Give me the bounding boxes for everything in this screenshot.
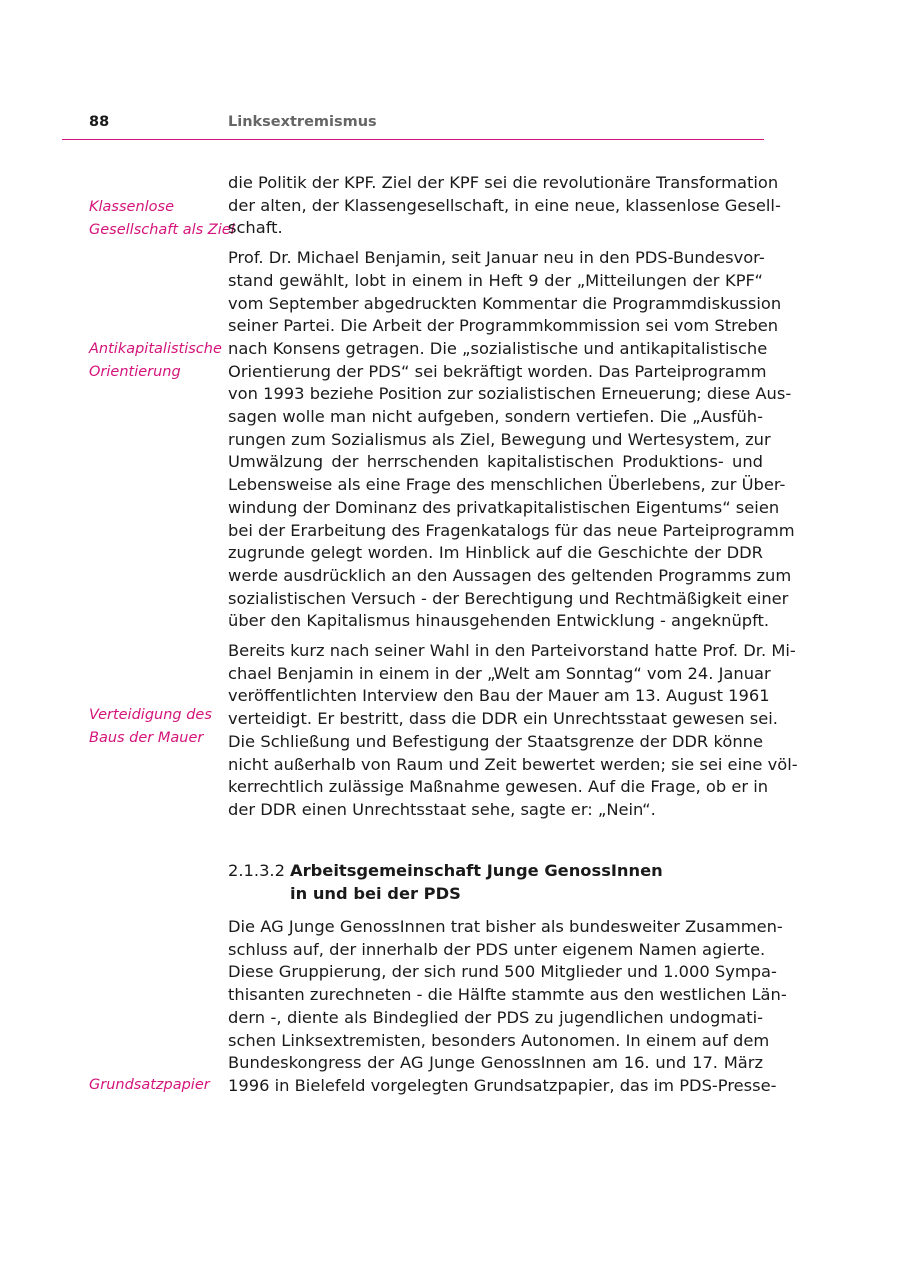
section-body-text	[228, 916, 787, 1105]
text-line: Diese Gruppierung, der sich rund 500 Mitglieder und 1.000 Sympa-	[228, 962, 777, 982]
running-title: Linksextremismus	[228, 114, 377, 130]
text-line: der alten, der Klassengesellschaft, in eine neue, klassenlose Gesell-	[228, 195, 781, 215]
section-title-line2: in und bei der PDS	[290, 883, 461, 903]
section-title-line1: Arbeitsgemeinschaft Junge GenossInnen	[290, 861, 663, 880]
text-line: Bundeskongress der AG Junge GenossInnen am 16. und 17. März	[228, 1053, 763, 1073]
text-line: werde ausdrücklich an den Aussagen des geltenden Programms zum	[228, 565, 792, 585]
section-number: 2.1.3.2	[228, 861, 285, 880]
text-line: windung der Dominanz des privatkapitalistischen Eigentums“ seien	[228, 497, 780, 517]
margin-note-line: Gesellschaft als Ziel	[89, 221, 235, 238]
margin-note	[89, 1074, 210, 1097]
text-line: Prof. Dr. Michael Benjamin, seit Januar neu in den PDS-Bundesvor-	[228, 248, 765, 268]
page-header	[62, 114, 764, 140]
text-line: thisanten zurechneten - die Hälfte stammte aus den westlichen Län-	[228, 985, 787, 1005]
body-text	[228, 172, 798, 829]
margin-note-line: Verteidigung des	[89, 707, 212, 723]
margin-note	[89, 704, 212, 749]
paragraph	[228, 640, 798, 822]
text-line: Bereits kurz nach seiner Wahl in den Parteivorstand hatte Prof. Dr. Mi-	[228, 641, 796, 661]
margin-note	[89, 338, 222, 383]
paragraph	[228, 247, 795, 633]
paragraph	[228, 172, 781, 240]
margin-note-line: Klassenlose	[89, 199, 175, 215]
text-line: der DDR einen Unrechtsstaat sehe, sagte er: „Nein“.	[228, 799, 656, 819]
text-line: veröffentlichten Interview den Bau der Mauer am 13. August 1961	[228, 686, 770, 706]
text-line: die Politik der KPF. Ziel der KPF sei die revolutionäre Transformation	[228, 173, 779, 192]
margin-note-line: Antikapitalistische	[89, 341, 222, 357]
text-line: chael Benjamin in einem in der „Welt am Sonntag“ vom 24. Januar	[228, 663, 771, 683]
text-line: über den Kapitalismus hinausgehenden Entwicklung - angeknüpft.	[228, 611, 770, 631]
section-heading	[228, 860, 663, 905]
text-line: schaft.	[228, 218, 283, 238]
text-line: sagen wolle man nicht aufgeben, sondern vertiefen. Die „Ausfüh-	[228, 407, 763, 427]
text-line: Lebensweise als eine Frage des menschlichen Überlebens, zur Über-	[228, 475, 786, 495]
text-line: kerrechtlich zulässige Maßnahme gewesen. Auf die Frage, ob er in	[228, 777, 769, 797]
text-line: schen Linksextremisten, besonders Autonomen. In einem auf dem	[228, 1030, 770, 1050]
text-line: von 1993 beziehe Position zur sozialistischen Erneuerung; diese Aus-	[228, 384, 792, 404]
text-line: Orientierung der PDS“ sei bekräftigt worden. Das Parteiprogramm	[228, 361, 767, 381]
text-line: bei der Erarbeitung des Fragenkatalogs für das neue Parteiprogramm	[228, 520, 795, 540]
text-line: 1996 in Bielefeld vorgelegten Grundsatzpapier, das im PDS-Presse-	[228, 1075, 777, 1095]
text-line: vom September abgedruckten Kommentar die Programmdiskussion	[228, 293, 782, 313]
text-line: rungen zum Sozialismus als Ziel, Bewegung und Wertesystem, zur	[228, 429, 771, 449]
paragraph	[228, 916, 787, 1098]
text-line: stand gewählt, lobt in einem in Heft 9 der „Mitteilungen der KPF“	[228, 270, 763, 290]
text-line: Die AG Junge GenossInnen trat bisher als bundesweiter Zusammen-	[228, 917, 783, 936]
margin-note-line: Baus der Mauer	[89, 729, 204, 746]
text-line: nicht außerhalb von Raum und Zeit bewertet werden; sie sei eine völ-	[228, 754, 798, 774]
text-line: schluss auf, der innerhalb der PDS unter eigenem Namen agierte.	[228, 939, 766, 959]
text-line: sozialistischen Versuch - der Berechtigung und Rechtmäßigkeit einer	[228, 588, 789, 608]
text-line: seiner Partei. Die Arbeit der Programmkommission sei vom Streben	[228, 316, 779, 336]
margin-note-line: Orientierung	[89, 363, 181, 380]
text-line: Umwälzung der herrschenden kapitalistischen Produktions- und	[228, 452, 763, 472]
text-line: Die Schließung und Befestigung der Staatsgrenze der DDR könne	[228, 731, 763, 751]
text-line: zugrunde gelegt worden. Im Hinblick auf die Geschichte der DDR	[228, 543, 763, 563]
margin-note-line: Grundsatzpapier	[89, 1077, 210, 1093]
page-number: 88	[89, 114, 110, 130]
text-line: nach Konsens getragen. Die „sozialistische und antikapitalistische	[228, 338, 768, 358]
margin-note	[89, 196, 235, 241]
text-line: verteidigt. Er bestritt, dass die DDR ein Unrechtsstaat gewesen sei.	[228, 709, 778, 729]
text-line: dern -, diente als Bindeglied der PDS zu jugendlichen undogmati-	[228, 1007, 763, 1027]
